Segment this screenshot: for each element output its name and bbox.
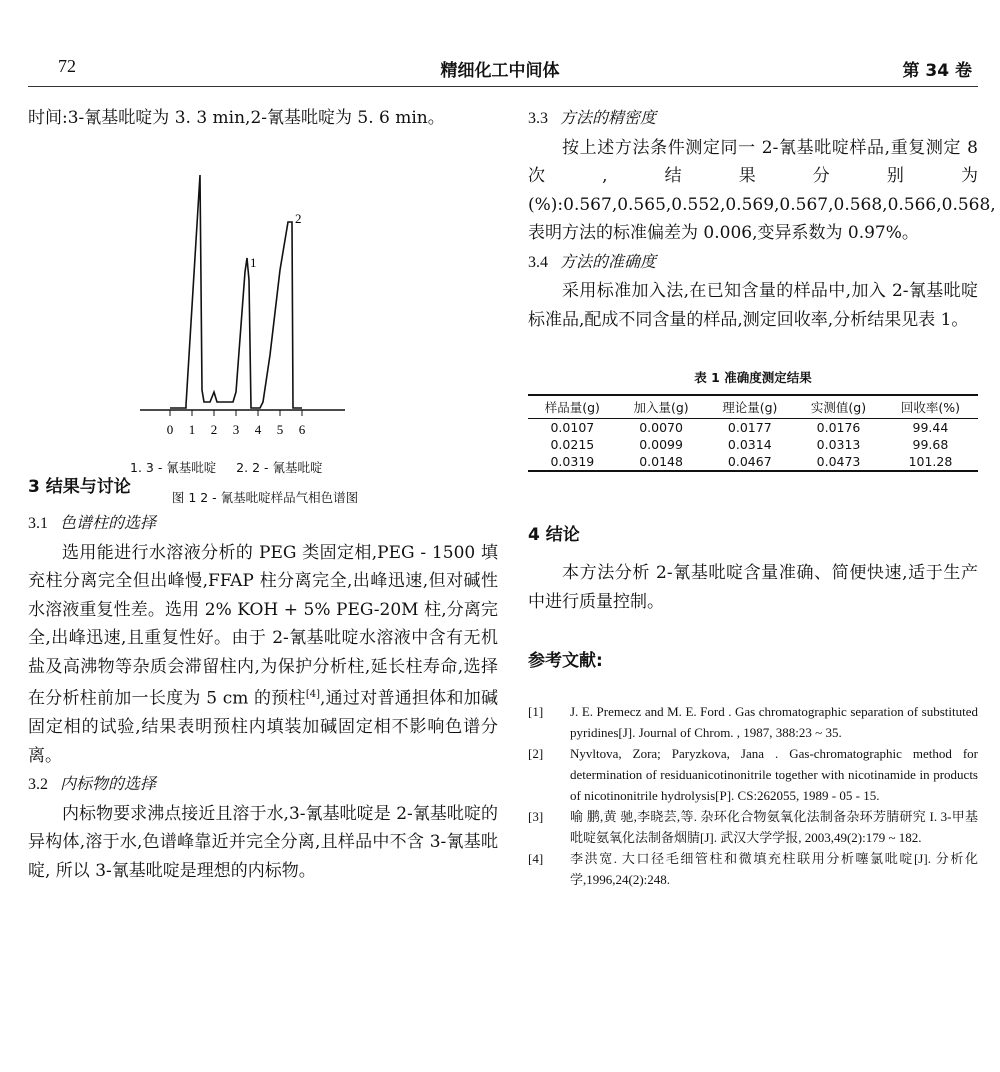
section-number: 3.3 — [528, 110, 548, 127]
table-cell: 0.0148 — [617, 453, 706, 471]
tick-label: 3 — [232, 422, 240, 435]
header-divider — [28, 86, 978, 87]
peak-2-label: 2 — [295, 211, 302, 226]
chromatogram-figure — [130, 170, 390, 435]
table-row — [528, 453, 978, 471]
journal-title: 精细化工中间体 — [440, 61, 560, 81]
section-title: 方法的精密度 — [560, 108, 657, 127]
section-3-4-heading — [528, 248, 978, 278]
section-3-3-text: 按上述方法条件测定同一 2-氰基吡啶样品,重复测定 8 次,结果分别为(%):0.567,0.565,0.552,0.569,0.567,0.568,0.566,0.568,表明方法的标准偏差为 0.006,变异系数为 0.97%。 — [528, 137, 996, 243]
peak-1-label: 1 — [250, 255, 257, 270]
section-3-3-heading — [528, 104, 978, 134]
reference-item — [528, 806, 978, 848]
table-cell: 99.68 — [912, 437, 949, 452]
table-row — [528, 419, 978, 437]
paragraph-text: 选用能进行水溶液分析的 PEG 类固定相,PEG - 1500 填充柱分离完全但出峰慢,FFAP 柱分离完全,出峰迅速,但对碱性水溶液重复性差。选用 2% KOH + 5% PEG-20M 柱,分离完全,出峰迅速,且重复性好。由于 2-氰基吡啶水溶液中含有无机盐及高沸物等杂质会滞留柱内,为保护分析柱,延长柱寿命,选择在分析柱前加一长度为 5 cm 的预柱 — [28, 542, 498, 709]
tick-labels — [167, 422, 306, 435]
column-header: 实测值(g) — [794, 395, 883, 419]
section-title: 方法的准确度 — [560, 251, 657, 271]
axis-ticks — [170, 410, 302, 416]
figure-caption: 图 1 2 - 氰基吡啶样品气相色谱图 — [171, 490, 359, 505]
reference-number: [2] — [528, 746, 544, 761]
reference-item — [528, 848, 978, 890]
tick-label: 4 — [254, 422, 262, 435]
intro-text: 时间:3-氰基吡啶为 3. 3 min,2-氰基吡啶为 5. 6 min。 — [28, 108, 445, 128]
table-cell: 0.0070 — [639, 420, 683, 435]
section-number: 3.2 — [28, 776, 48, 794]
reference-number: [4] — [528, 851, 544, 866]
references-heading: 参考文献: — [528, 651, 603, 671]
reference-number: [3] — [528, 809, 544, 824]
section-3-2-text: 内标物要求沸点接近且溶于水,3-氰基吡啶是 2-氰基吡啶的异构体,溶于水,色谱峰靠近并完全分离,且样品中不含 3-氰基吡啶, 所以 3-氰基吡啶是理想的内标物。 — [28, 803, 498, 881]
figure-legend: 1. 3 - 氰基吡啶 2. 2 - 氰基吡啶 — [130, 460, 323, 475]
reference-list — [528, 701, 978, 890]
section-4-text: 本方法分析 2-氰基吡啶含量准确、简便快速,适于生产中进行质量控制。 — [528, 563, 978, 612]
table-row — [528, 436, 978, 453]
table-cell: 0.0319 — [528, 453, 617, 471]
reference-item — [528, 743, 978, 806]
table-cell: 0.0107 — [550, 420, 595, 435]
tick-label: 2 — [210, 422, 218, 435]
column-header: 回收率(%) — [883, 395, 978, 419]
table-cell: 0.0473 — [794, 453, 883, 471]
tick-label: 6 — [298, 422, 306, 435]
section-title: 内标物的选择 — [60, 774, 157, 794]
column-header: 加入量(g) — [617, 395, 706, 419]
table-cell: 0.0215 — [550, 437, 595, 452]
tick-label: 1 — [188, 422, 196, 435]
section-3-1-heading — [28, 509, 498, 539]
volume-label: 第 34 卷 — [902, 61, 972, 81]
table-header-row — [528, 395, 978, 419]
table-title: 表 1 准确度测定结果 — [694, 370, 812, 385]
accuracy-table — [528, 394, 978, 472]
tick-label: 5 — [276, 422, 284, 435]
chromatogram-trace — [170, 175, 302, 408]
right-column — [528, 104, 996, 890]
section-number: 3.1 — [28, 515, 48, 532]
reference-text: 李洪宽. 大口径毛细管柱和微填充柱联用分析噻氯吡啶[J]. 分析化学,1996,24(2):248. — [570, 851, 978, 887]
page-number: 72 — [58, 56, 76, 76]
paragraph-text: ,通过对普通担体和加碱固定相的试验,结果表明预柱内填装加碱固定相不影响色谱分离。 — [28, 688, 498, 766]
reference-text: Nyvltova, Zora; Paryzkova, Jana . Gas-chromatographic method for determination of residuanicotinonitrile together with nicotinamide in products of nicotinonitrile hydrolysis[P]. CS:262055, 1989 - 05 - 15. — [570, 746, 978, 803]
column-header: 样品量(g) — [528, 395, 617, 419]
table-cell: 0.0314 — [727, 437, 772, 452]
column-header: 理论量(g) — [705, 395, 794, 419]
table-cell: 0.0313 — [816, 437, 861, 452]
tick-label: 0 — [166, 422, 174, 435]
reference-text: 喻 鹏,黄 驰,李晓芸,等. 杂环化合物氨氧化法制备杂环芳腈研究 I. 3-甲基吡啶氨氧化法制备烟腈[J]. 武汉大学学报, 2003,49(2):179 ~ 182. — [570, 809, 978, 845]
section-3-1-text — [28, 539, 498, 771]
table-cell: 101.28 — [883, 453, 978, 471]
section-4-heading: 4 结论 — [528, 525, 580, 545]
section-number: 3.4 — [528, 253, 548, 271]
table-cell: 0.0467 — [705, 453, 794, 471]
reference-item — [528, 701, 978, 743]
section-title: 色谱柱的选择 — [60, 513, 157, 532]
reference-text: J. E. Premecz and M. E. Ford . Gas chromatographic separation of substituted pyridines[J]. Journal of Chrom. , 1987, 388:23 ~ 35. — [570, 704, 978, 740]
citation: [4] — [305, 689, 320, 700]
chromatogram-svg — [130, 170, 390, 435]
section-3-2-heading — [28, 770, 498, 800]
table-cell: 0.0177 — [727, 420, 772, 435]
table-cell: 0.0099 — [639, 437, 683, 452]
reference-number: [1] — [528, 704, 544, 719]
section-3-heading: 3 结果与讨论 — [28, 477, 131, 497]
table-cell: 99.44 — [912, 420, 949, 435]
table-cell: 0.0176 — [816, 420, 861, 435]
section-3-4-text: 采用标准加入法,在已知含量的样品中,加入 2-氰基吡啶标准品,配成不同含量的样品,测定回收率,分析结果见表 1。 — [528, 281, 978, 330]
